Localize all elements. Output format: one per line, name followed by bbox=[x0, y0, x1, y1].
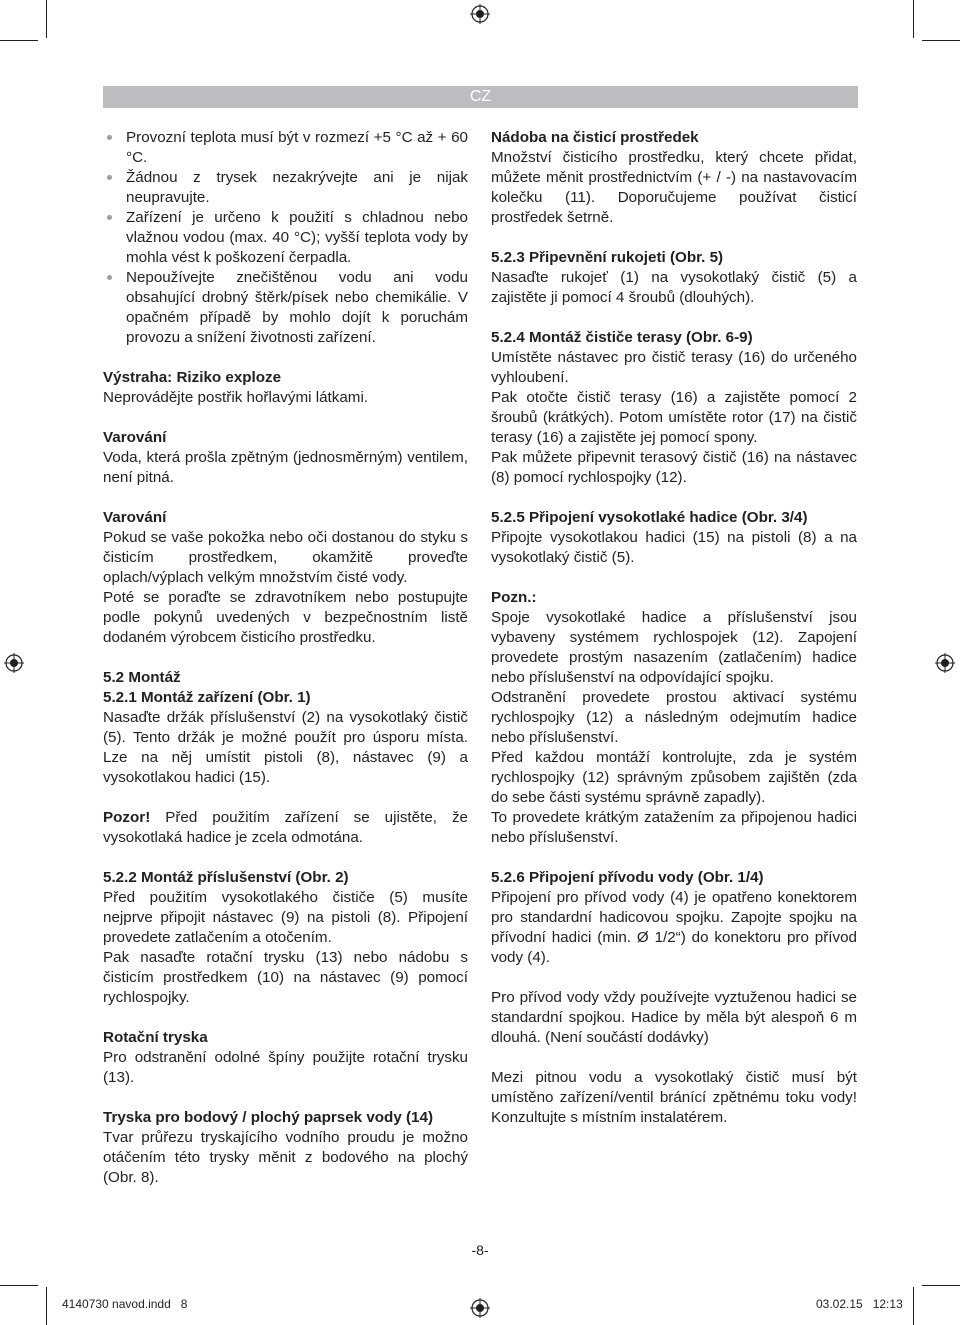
paragraph-text: Mezi pitnou vodu a vysokotlaký čistič musí být umístěno zařízení/ventil bránící zpětnému toku vody! Konzultujte s místním instalatérem. bbox=[491, 1069, 857, 1126]
section-heading: Varování bbox=[103, 509, 167, 526]
registration-mark-left-icon bbox=[4, 653, 24, 673]
footer-date: 03.02.15 12:13 bbox=[816, 1297, 903, 1311]
crop-mark bbox=[922, 1285, 960, 1286]
paragraph-text: Před každou montáží kontrolujte, zda je systém rychlospojky (12) správným způsobem zajištěn (zda do sebe části systému správně zapadly). bbox=[491, 749, 857, 806]
crop-mark bbox=[0, 40, 38, 41]
paragraph-text: Před použitím zařízení se ujistěte, že vysokotlaká hadice je zcela odmotána. bbox=[103, 809, 468, 846]
subsection-heading: 5.2.2 Montáž příslušenství (Obr. 2) bbox=[103, 869, 349, 886]
section-heading: Tryska pro bodový / plochý paprsek vody (14) bbox=[103, 1109, 434, 1126]
registration-mark-right-icon bbox=[935, 653, 955, 673]
detergent-container bbox=[491, 128, 857, 228]
right-column bbox=[491, 128, 857, 1128]
subsection-heading: 5.2.6 Připojení přívodu vody (Obr. 1/4) bbox=[491, 869, 764, 886]
paragraph-text: Pro přívod vody vždy používejte vyztuženou hadici se standardní spojkou. Hadice by měla být alespoň 6 m dlouhá. (Není součástí dodávky) bbox=[491, 989, 857, 1046]
subsection-heading: 5.2.5 Připojení vysokotlaké hadice (Obr. 3/4) bbox=[491, 509, 808, 526]
language-label: CZ bbox=[469, 88, 492, 105]
list-item: Nepoužívejte znečištěnou vodu ani vodu obsahující drobný štěrk/písek nebo chemikálie. V opačném případě by mohlo dojít k poruchám provozu a snížení životnosti zařízení. bbox=[103, 268, 468, 348]
paragraph-text: Nasaďte rukojeť (1) na vysokotlaký čistič (5) a zajistěte ji pomocí 4 šroubů (dlouhých). bbox=[491, 269, 857, 306]
rotary-nozzle bbox=[103, 1028, 468, 1088]
paragraph-text: Odstranění provedete prostou aktivací systému rychlospojky (12) a následným odejmutím hadice nebo příslušenství. bbox=[491, 689, 857, 746]
backflow-note bbox=[491, 1068, 857, 1128]
paragraph-text: Množství čisticího prostředku, který chcete přidat, můžete měnit prostřednictvím (+ / -) na nastavovacím kolečku (11). Doporučujeme používat čisticí prostředek šetrně. bbox=[491, 149, 857, 226]
paragraph-text: Pak nasaďte rotační trysku (13) nebo nádobu s čisticím prostředkem (10) na nástavec (9) pomocí rychlospojky. bbox=[103, 949, 468, 1006]
crop-mark bbox=[913, 0, 914, 38]
paragraph-text: Tvar průřezu tryskajícího vodního proudu je možno otáčením této trysky měnit z bodového na plochý (Obr. 8). bbox=[103, 1129, 468, 1186]
section-heading: Rotační tryska bbox=[103, 1029, 208, 1046]
section-5-2-3 bbox=[491, 248, 857, 308]
spot-flat-nozzle bbox=[103, 1108, 468, 1188]
crop-mark bbox=[922, 40, 960, 41]
paragraph-text: Poté se poraďte se zdravotníkem nebo postupujte podle pokynů uvedených v bezpečnostním listě dodaném výrobcem čisticího prostředku. bbox=[103, 589, 468, 646]
section-heading: Nádoba na čisticí prostředek bbox=[491, 129, 699, 146]
paragraph-text: Spoje vysokotlaké hadice a příslušenství jsou vybaveny systémem rychlospojek (12). Zapojení provedete prostým nasazením (zatlačením) hadice nebo příslušenství na odpovídající spojku. bbox=[491, 609, 857, 686]
subsection-heading: 5.2.3 Připevnění rukojeti (Obr. 5) bbox=[491, 249, 724, 266]
registration-mark-bottom-icon bbox=[470, 1298, 490, 1318]
section-5-2-1 bbox=[103, 668, 468, 788]
warning-detergent bbox=[103, 508, 468, 648]
reinforced-hose-note bbox=[491, 988, 857, 1048]
explosion-warning bbox=[103, 368, 468, 408]
paragraph-text: Pak otočte čistič terasy (16) a zajistěte pomocí 2 šroubů (krátkých). Potom umístěte rotor (17) na čistič terasy (16) a zajistěte jej pomocí spony. bbox=[491, 389, 857, 446]
section-heading: Pozn.: bbox=[491, 589, 537, 606]
paragraph-text: Připojení pro přívod vody (4) je opatřeno konektorem pro standardní hadicovou spojku. Zapojte spojku na přívodní hadici (min. Ø 1/2“) do konektoru pro přívod vody (4). bbox=[491, 889, 857, 966]
warning-check-valve bbox=[103, 428, 468, 488]
paragraph-text: Nasaďte držák příslušenství (2) na vysokotlaký čistič (5). Tento držák je možné použít pro úsporu místa. Lze na něj umístit pistoli (8), nástavec (9) a vysokotlakou hadici (15). bbox=[103, 709, 468, 786]
paragraph-text: Před použitím vysokotlakého čističe (5) musíte nejprve připojit nástavec (9) na pistoli (8). Připojení provedete zatlačením a otočením. bbox=[103, 889, 468, 946]
left-column bbox=[103, 128, 468, 1188]
paragraph-text: Umístěte nástavec pro čistič terasy (16) do určeného vyhloubení. bbox=[491, 349, 857, 386]
registration-mark-top-icon bbox=[470, 4, 490, 24]
paragraph-text: Voda, která prošla zpětným (jednosměrným) ventilem, není pitná. bbox=[103, 449, 468, 486]
paragraph-text: Neprovádějte postřik hořlavými látkami. bbox=[103, 389, 369, 406]
paragraph-text: Připojte vysokotlakou hadici (15) na pistoli (8) a na vysokotlaký čistič (5). bbox=[491, 529, 857, 566]
section-5-2-4 bbox=[491, 328, 857, 488]
caution-note bbox=[103, 808, 468, 848]
paragraph-text: Pokud se vaše pokožka nebo oči dostanou do styku s čisticím prostředkem, okamžitě proveďte oplach/výplach velkým množstvím čisté vody. bbox=[103, 529, 468, 586]
crop-mark bbox=[913, 1287, 914, 1325]
page-number: -8- bbox=[471, 1242, 489, 1258]
list-item: Zařízení je určeno k použití s chladnou nebo vlažnou vodou (max. 40 °C); vyšší teplota vody by mohla vést k poškození čerpadla. bbox=[103, 208, 468, 268]
paragraph-text: Pak můžete připevnit terasový čistič (16) na nástavec (8) pomocí rychlospojky (12). bbox=[491, 449, 857, 486]
section-5-2-6 bbox=[491, 868, 857, 968]
note-block bbox=[491, 588, 857, 848]
section-5-2-2 bbox=[103, 868, 468, 1008]
crop-mark bbox=[46, 0, 47, 38]
caution-label: Pozor! bbox=[103, 809, 151, 826]
subsection-heading: 5.2.1 Montáž zařízení (Obr. 1) bbox=[103, 689, 311, 706]
list-item: Provozní teplota musí být v rozmezí +5 °C až + 60 °C. bbox=[103, 128, 468, 168]
crop-mark bbox=[0, 1285, 38, 1286]
paragraph-text: To provedete krátkým zatažením za připojenou hadici nebo příslušenství. bbox=[491, 809, 857, 846]
section-heading: Varování bbox=[103, 429, 167, 446]
footer-file-name: 4140730 navod.indd 8 bbox=[62, 1297, 188, 1311]
crop-mark bbox=[46, 1287, 47, 1325]
paragraph-text: Pro odstranění odolné špíny použijte rotační trysku (13). bbox=[103, 1049, 468, 1086]
section-5-2-5 bbox=[491, 508, 857, 568]
section-heading: Výstraha: Riziko exploze bbox=[103, 369, 282, 386]
list-item: Žádnou z trysek nezakrývejte ani je nijak neupravujte. bbox=[103, 168, 468, 208]
language-header-bar bbox=[103, 86, 858, 108]
section-heading: 5.2 Montáž bbox=[103, 669, 181, 686]
subsection-heading: 5.2.4 Montáž čističe terasy (Obr. 6-9) bbox=[491, 329, 753, 346]
safety-bullet-list bbox=[103, 128, 468, 348]
